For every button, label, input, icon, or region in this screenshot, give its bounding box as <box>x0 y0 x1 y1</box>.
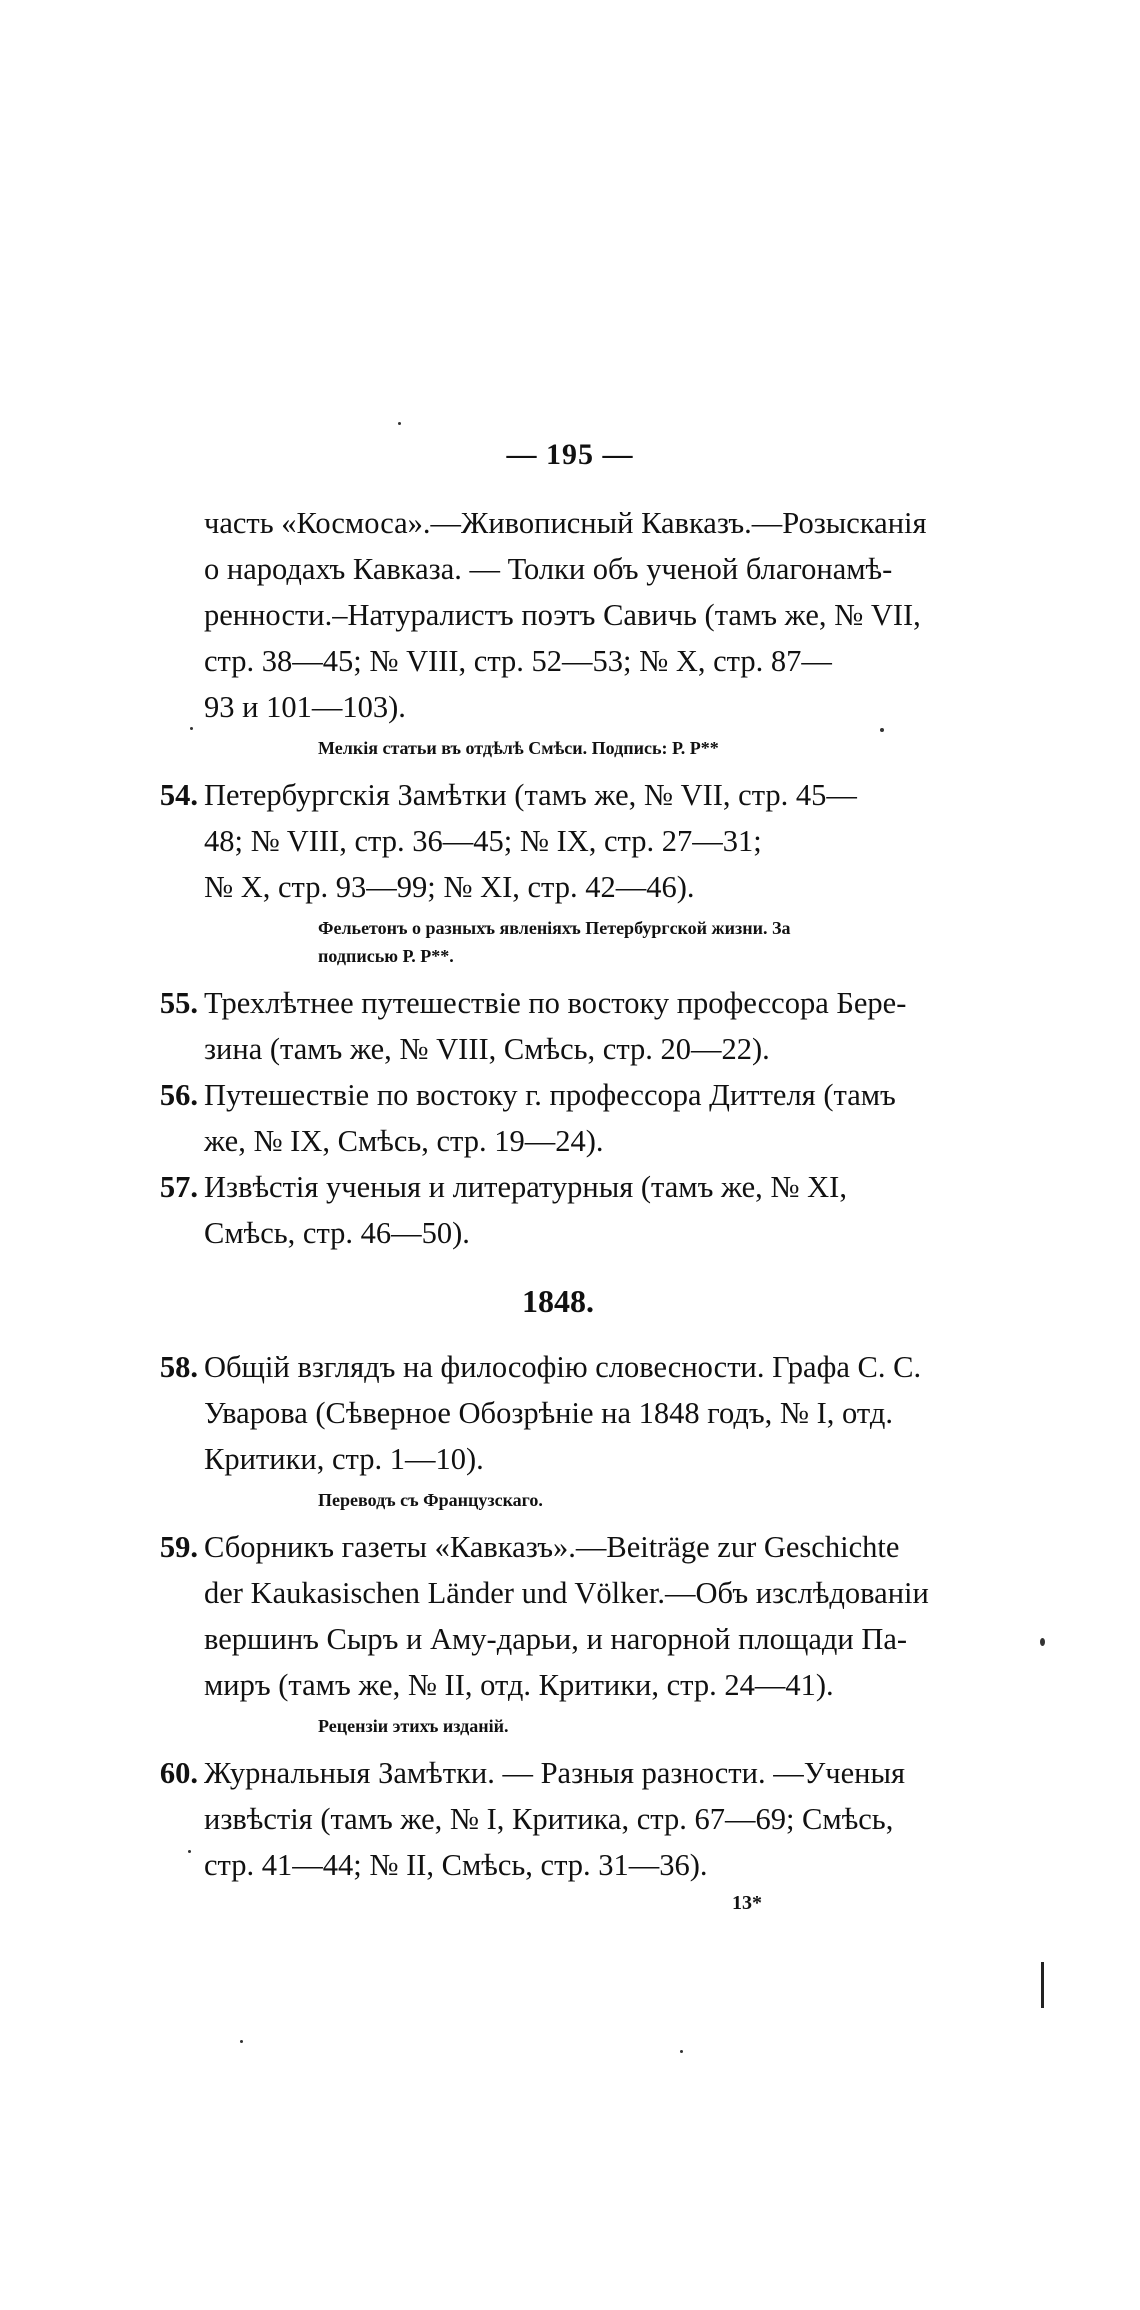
entry-number: 55. <box>159 986 198 1020</box>
scan-speck <box>188 1850 191 1853</box>
text-line: часть «Космоса».—Живописный Кавказъ.—Розысканія <box>204 506 927 540</box>
entry-59 <box>138 1524 938 1708</box>
text-line: 93 и 101—103). <box>204 690 406 724</box>
text-line: вершинъ Сыръ и Аму-дарьи, и нагорной площади Па- <box>204 1622 908 1656</box>
text-line: стр. 38—45; № VIII, стр. 52—53; № X, стр. 87— <box>204 644 832 678</box>
entry-note: Переводъ съ Французскаго. <box>318 1490 543 1510</box>
entry-58 <box>138 1344 938 1482</box>
page-header: — 195 — <box>506 438 634 471</box>
text-line: Критики, стр. 1—10). <box>204 1442 484 1476</box>
entry-60 <box>138 1750 938 1888</box>
text-line: же, № IX, Смѣсь, стр. 19—24). <box>204 1124 604 1158</box>
scan-speck <box>1040 1638 1045 1646</box>
text-line: Уварова (Сѣверное Обозрѣніе на 1848 годъ, № I, отд. <box>204 1396 893 1430</box>
entry-number: 59. <box>159 1530 198 1564</box>
entry-number: 56. <box>159 1078 198 1112</box>
scan-speck <box>240 2040 243 2043</box>
text-line: зина (тамъ же, № VIII, Смѣсь, стр. 20—22). <box>204 1032 770 1066</box>
scan-edge-line <box>1041 1962 1044 2008</box>
entry-55 <box>138 980 938 1072</box>
note-line: подписью Р. Р**. <box>318 946 454 966</box>
page-body <box>138 500 938 1918</box>
entry-note <box>138 914 938 970</box>
continued-entry <box>138 500 938 730</box>
text-line: der Kaukasischen Länder und Völker.—Объ изслѣдованіи <box>204 1576 929 1610</box>
scan-speck <box>880 728 884 732</box>
text-line: Извѣстія ученыя и литературныя (тамъ же, № XI, <box>204 1170 847 1204</box>
entry-note: Рецензіи этихъ изданій. <box>318 1716 509 1736</box>
entry-number: 60. <box>159 1756 198 1790</box>
signature-mark: 13* <box>732 1892 762 1914</box>
scan-speck <box>190 727 193 730</box>
text-line: Трехлѣтнее путешествіе по востоку профессора Бере- <box>204 986 907 1020</box>
text-line: Петербургскія Замѣтки (тамъ же, № VII, стр. 45— <box>204 778 857 812</box>
text-line: ренности.–Натуралистъ поэтъ Савичь (тамъ же, № VII, <box>204 598 921 632</box>
text-line: Журнальныя Замѣтки. — Разныя разности. —Ученыя <box>204 1756 906 1790</box>
entry-number: 58. <box>159 1350 198 1384</box>
entry-54 <box>138 772 938 910</box>
entry-note: Мелкія статьи въ отдѣлѣ Смѣси. Подпись: Р. Р** <box>318 738 719 758</box>
entry-number: 54. <box>159 778 198 812</box>
entry-56 <box>138 1072 938 1164</box>
text-line: 48; № VIII, стр. 36—45; № IX, стр. 27—31; <box>204 824 762 858</box>
text-line: Путешествіе по востоку г. профессора Диттеля (тамъ <box>204 1078 896 1112</box>
text-line: Смѣсь, стр. 46—50). <box>204 1216 470 1250</box>
text-line: извѣстія (тамъ же, № I, Критика, стр. 67—69; Смѣсь, <box>204 1802 894 1836</box>
text-line: стр. 41—44; № II, Смѣсь, стр. 31—36). <box>204 1848 708 1882</box>
entry-number: 57. <box>159 1170 198 1204</box>
scan-speck <box>680 2050 683 2053</box>
entry-57 <box>138 1164 938 1256</box>
text-line: миръ (тамъ же, № II, отд. Критики, стр. 24—41). <box>204 1668 834 1702</box>
text-line: Сборникъ газеты «Кавказъ».—Beiträge zur Geschichte <box>204 1530 900 1564</box>
note-line: Фельетонъ о разныхъ явленіяхъ Петербургской жизни. За <box>318 918 791 938</box>
scan-speck <box>398 422 401 425</box>
year-heading: 1848. <box>522 1283 594 1319</box>
text-line: Общій взглядъ на философію словесности. Графа С. С. <box>204 1350 922 1384</box>
text-line: № X, стр. 93—99; № XI, стр. 42—46). <box>204 870 695 904</box>
text-line: о народахъ Кавказа. — Толки объ ученой благонамѣ- <box>204 552 893 586</box>
